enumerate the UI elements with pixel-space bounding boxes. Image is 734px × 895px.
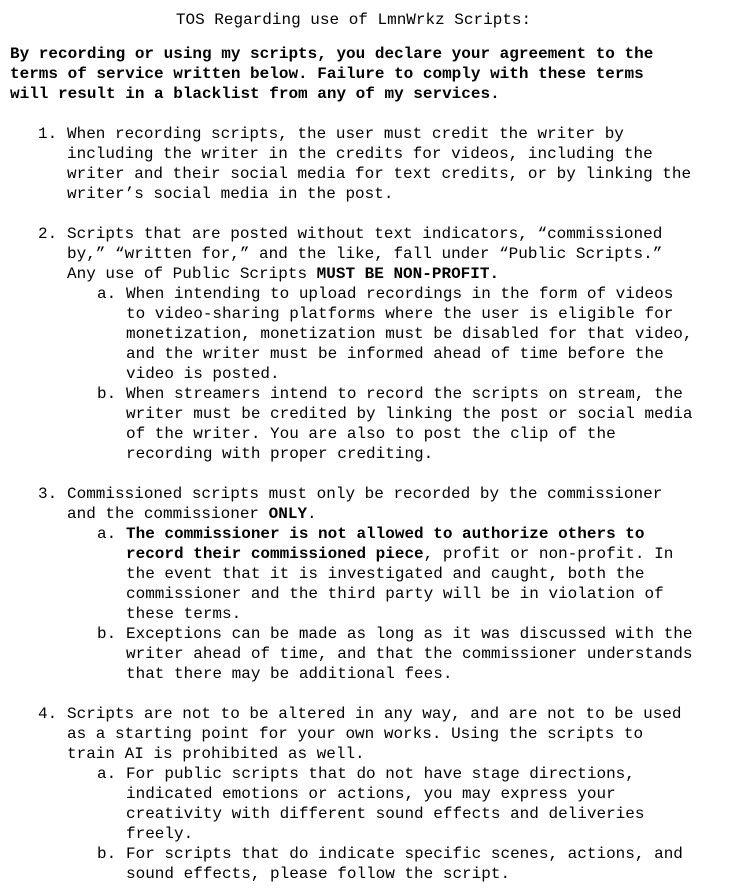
term-3-number: 3. [38,485,58,503]
term-item-2 [38,224,697,464]
term-item-3 [38,484,697,684]
term-3-text: Commissioned scripts must only be recorded by the commissioner and the commissioner ONLY. [67,485,663,523]
term-3-body [67,484,697,684]
term-2a-item [97,284,697,384]
term-3b-letter: b. [97,625,117,643]
term-2b-item [97,384,697,464]
term-2-text: Scripts that are posted without text indicators, “commissioned by,” “written for,” and the like, fall under “Public Scripts.” Any use of Public Scripts MUST BE NON-PROFIT. [67,225,663,283]
term-3b-text: Exceptions can be made as long as it was discussed with the writer ahead of time, and that the commissioner understands that there may be additional fees. [126,625,693,683]
term-2b-letter: b. [97,385,117,403]
term-4-sublist [67,764,697,884]
term-3a-letter: a. [97,525,117,543]
term-2-number: 2. [38,225,58,243]
term-4-body [67,704,697,884]
term-4b-letter: b. [97,845,117,863]
term-3b-item [97,624,697,684]
term-3-sublist [67,524,697,684]
term-item-4 [38,704,697,884]
term-item-1 [38,124,697,204]
term-4a-item [97,764,697,844]
intro-paragraph: By recording or using my scripts, you declare your agreement to the terms of service written below. Failure to comply with these terms will result in a blacklist from any of my services. [10,45,654,103]
term-4b-item [97,844,697,884]
term-1-number: 1. [38,125,58,143]
term-2-body [67,224,697,464]
term-4a-text: For public scripts that do not have stage directions, indicated emotions or actions, you may express your creativity with different sound effects and deliveries freely. [126,765,645,843]
term-1-body [67,124,697,204]
term-2a-text: When intending to upload recordings in the form of videos to video-sharing platforms where the user is eligible for monetization, monetization must be disabled for that video, and the writer must be informed ahead of time before the video is posted. [126,285,693,383]
document-title: TOS Regarding use of LmnWrkz Scripts: [175,11,532,29]
term-4-text: Scripts are not to be altered in any way, and are not to be used as a starting point for your own works. Using the scripts to train AI is prohibited as well. [67,705,682,763]
term-2b-text: When streamers intend to record the scripts on stream, the writer must be credited by linking the post or social media of the writer. You are also to post the clip of the recording with proper crediting. [126,385,693,463]
term-2-sublist [67,284,697,464]
term-3a-text: The commissioner is not allowed to authorize others to record their commissioned piece, profit or non-profit. In the event that it is investigated and caught, both the commissioner and the third party will be in violation of these terms. [126,525,674,623]
term-4-number: 4. [38,705,58,723]
term-3a-item [97,524,697,624]
term-1-text: When recording scripts, the user must credit the writer by including the writer in the credits for videos, including the writer and their social media for text credits, or by linking the writer’s social media in the post. [67,125,692,203]
term-2a-letter: a. [97,285,117,303]
term-4b-text: For scripts that do indicate specific scenes, actions, and sound effects, please follow the script. [126,845,683,883]
term-4a-letter: a. [97,765,117,783]
